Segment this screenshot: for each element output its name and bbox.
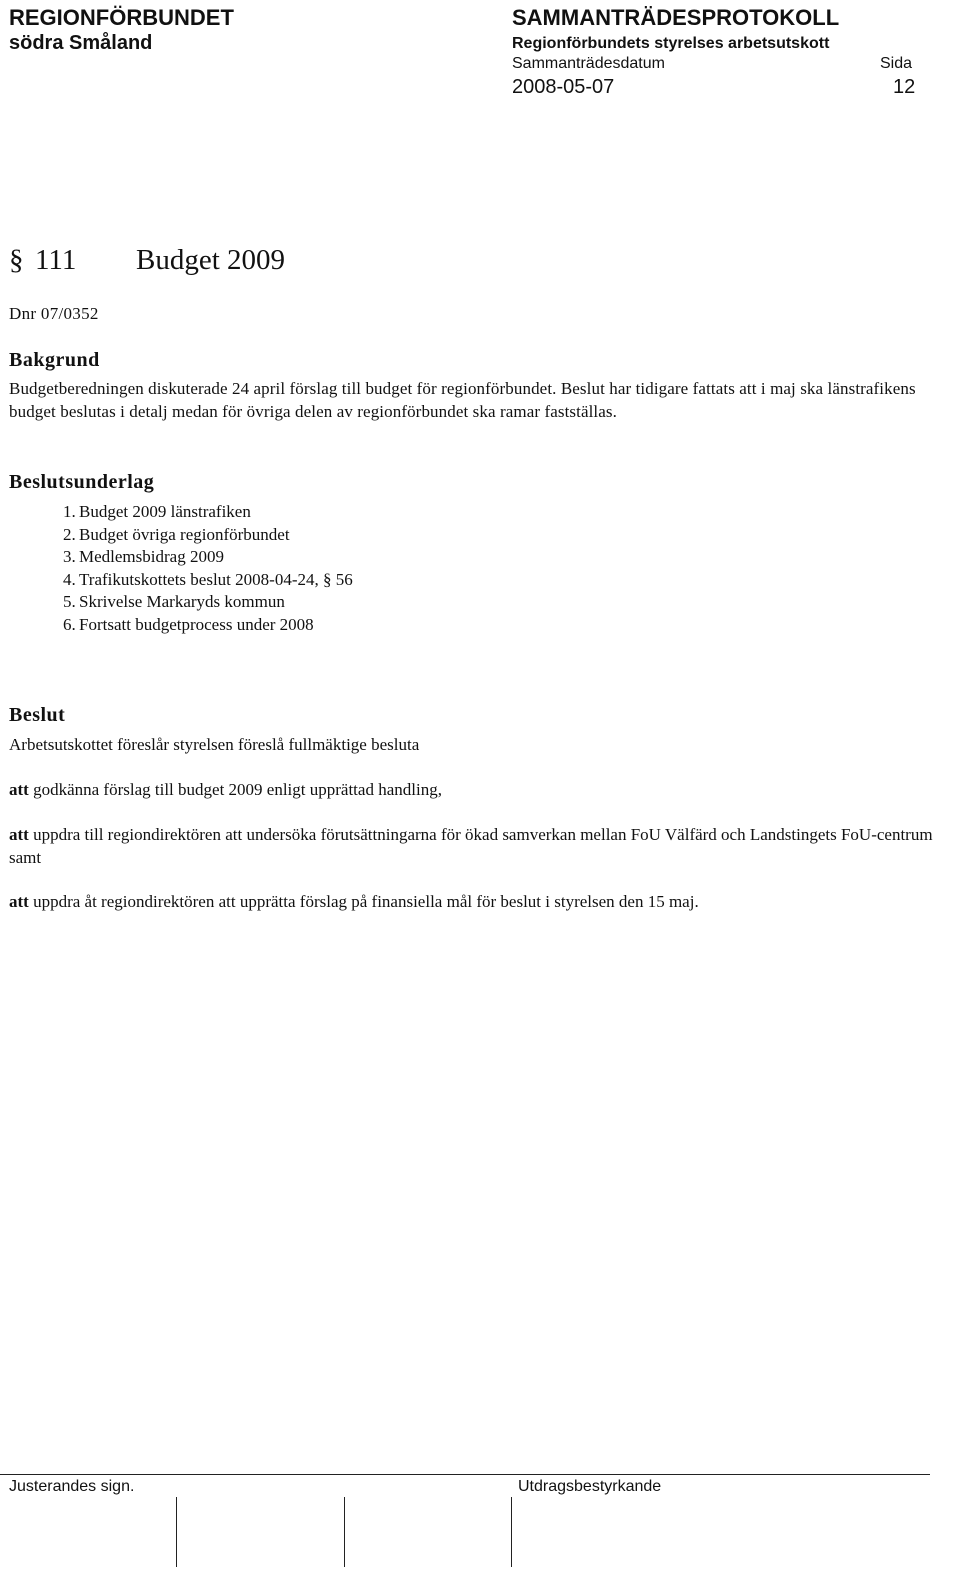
list-item: 3. Medlemsbidrag 2009 xyxy=(63,547,224,566)
signature-box-divider xyxy=(344,1497,345,1567)
list-item: 2. Budget övriga regionförbundet xyxy=(63,524,290,544)
organization-name: REGIONFÖRBUNDET xyxy=(9,5,234,30)
decision-intro: Arbetsutskottet föreslår styrelsen föreslå fullmäktige besluta xyxy=(9,735,420,754)
decision-heading: Beslut xyxy=(9,704,66,726)
signature-box-divider xyxy=(176,1497,177,1567)
page-label: Sida xyxy=(880,55,913,72)
background-heading: Bakgrund xyxy=(9,349,100,371)
board-name: Regionförbundets styrelses arbetsutskott xyxy=(512,35,830,52)
section-heading xyxy=(9,244,285,277)
list-item: 5. Skrivelse Markaryds kommun xyxy=(63,592,285,611)
page-number: 12 xyxy=(893,76,916,98)
signature-box-divider xyxy=(511,1497,512,1567)
meeting-date-label: Sammanträdesdatum xyxy=(512,55,665,72)
signature-label: Justerandes sign. xyxy=(9,1478,135,1495)
certification-label: Utdragsbestyrkande xyxy=(518,1478,662,1495)
background-text: Budgetberedningen diskuterade 24 april förslag till budget för regionförbundet. Beslut har tidigare fattats att i maj ska länstrafikens budget beslutas i detalj medan för övriga delen av regionförbundet ska ramar fastställas. xyxy=(9,379,916,421)
meeting-date: 2008-05-07 xyxy=(512,76,615,98)
section-number: 111 xyxy=(35,244,77,276)
document-type: SAMMANTRÄDESPROTOKOLL xyxy=(512,5,840,30)
decision-clause: att uppdra åt regiondirektören att upprätta förslag på finansiella mål för beslut i styrelsen den 15 maj. xyxy=(9,892,699,911)
section-title: Budget 2009 xyxy=(136,244,286,276)
footer-divider xyxy=(0,1474,930,1475)
organization-region: södra Småland xyxy=(9,32,153,54)
list-item: 4. Trafikutskottets beslut 2008-04-24, § 56 xyxy=(63,569,353,589)
decision-clause: att godkänna förslag till budget 2009 enligt upprättad handling, xyxy=(9,780,442,799)
list-item: 6. Fortsatt budgetprocess under 2008 xyxy=(63,614,314,634)
paragraph-symbol: § xyxy=(9,244,24,276)
decision-basis-heading: Beslutsunderlag xyxy=(9,471,155,493)
decision-clause: att uppdra till regiondirektören att undersöka förutsättningarna för ökad samverkan mellan FoU Välfärd och Landstingets FoU-centrum samt xyxy=(9,825,933,867)
decision-basis-list xyxy=(9,501,353,636)
diary-number: Dnr 07/0352 xyxy=(9,304,99,323)
list-item: 1. Budget 2009 länstrafiken xyxy=(63,502,251,521)
